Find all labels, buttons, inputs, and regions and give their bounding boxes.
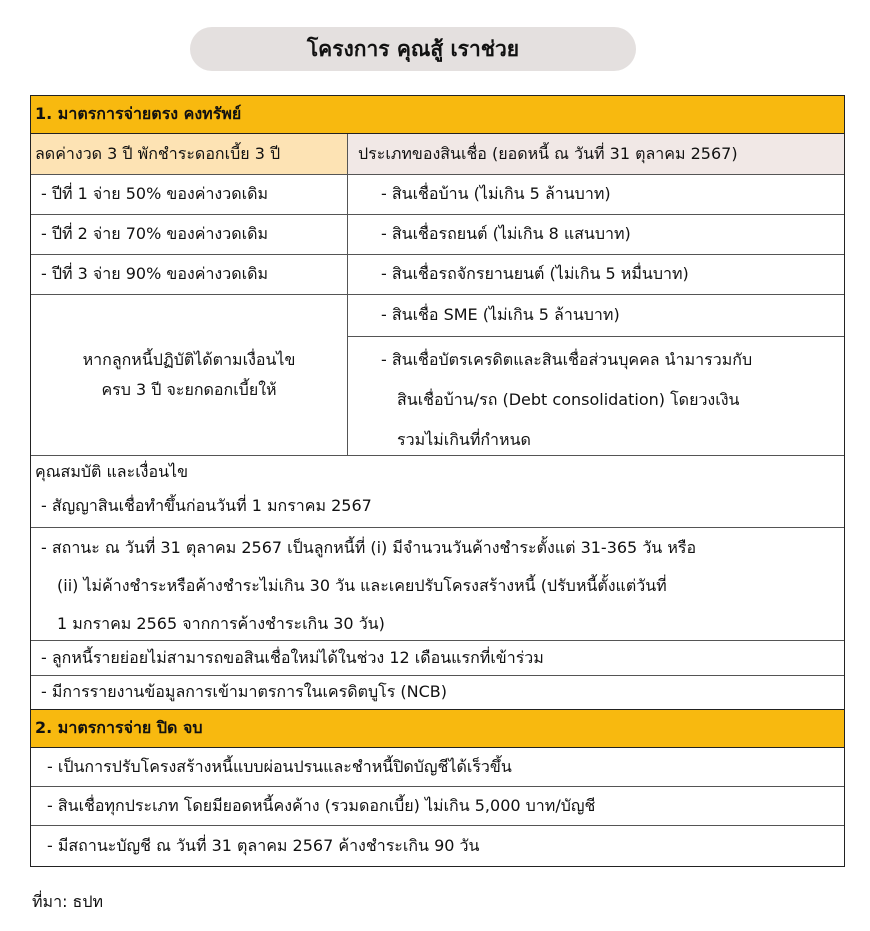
left-item-year3: - ปีที่ 3 จ่าย 90% ของค่างวดเดิม <box>41 264 269 283</box>
qualifications-header: คุณสมบัติ และเงื่อนไข <box>35 461 189 481</box>
condition-line: ครบ 3 ปี จะยกดอกเบี้ยให้ <box>101 380 277 399</box>
text-line: (ii) ไม่ค้างชำระหรือค้างชำระไม่เกิน 30 วัน และเคยปรับโครงสร้างหนี้ (ปรับหนี้ตั้งแต่วันที่ <box>57 576 667 595</box>
divider <box>348 336 844 337</box>
loan-type-sme: - สินเชื่อ SME (ไม่เกิน 5 ล้านบาท) <box>381 305 620 324</box>
section2-item: - สินเชื่อทุกประเภท โดยมียอดหนี้คงค้าง (รวมดอกเบี้ย) ไม่เกิน 5,000 บาท/บัญชี <box>47 795 596 815</box>
loan-type-debt-consolidation <box>381 340 752 460</box>
section2-item: - เป็นการปรับโครงสร้างหนี้แบบผ่อนปรนและชำหนี้ปิดบัญชีได้เร็วขึ้น <box>47 756 512 776</box>
left-header: ลดค่างวด 3 ปี พักชำระดอกเบี้ย 3 ปี <box>31 134 347 174</box>
divider <box>31 527 844 528</box>
qualification-item: - สัญญาสินเชื่อทำขึ้นก่อนวันที่ 1 มกราคม 2567 <box>41 496 372 515</box>
text-line: รวมไม่เกินที่กำหนด <box>397 430 531 449</box>
qualification-item: - ลูกหนี้รายย่อยไม่สามารถขอสินเชื่อใหม่ได้ในช่วง 12 เดือนแรกที่เข้าร่วม <box>41 647 544 667</box>
section2-header: 2. มาตรการจ่าย ปิด จบ <box>31 710 844 747</box>
section1-header: 1. มาตรการจ่ายตรง คงทรัพย์ <box>31 96 844 133</box>
page-title: โครงการ คุณสู้ เราช่วย <box>190 27 636 71</box>
right-header: ประเภทของสินเชื่อ (ยอดหนี้ ณ วันที่ 31 ตุลาคม 2567) <box>348 134 844 174</box>
text-line: สินเชื่อบ้าน/รถ (Debt consolidation) โดยวงเงิน <box>397 390 740 409</box>
left-item-year2: - ปีที่ 2 จ่าย 70% ของค่างวดเดิม <box>41 224 269 243</box>
source-note: ที่มา: ธปท <box>32 892 104 911</box>
text-line: - สินเชื่อบัตรเครดิตและสินเชื่อส่วนบุคคล นำมารวมกับ <box>381 350 753 369</box>
loan-type-motorcycle: - สินเชื่อรถจักรยานยนต์ (ไม่เกิน 5 หมื่นบาท) <box>381 264 689 283</box>
section2-item: - มีสถานะบัญชี ณ วันที่ 31 ตุลาคม 2567 ค้างชำระเกิน 90 วัน <box>47 835 480 855</box>
qualification-item: - มีการรายงานข้อมูลการเข้ามาตรการในเครดิตบูโร (NCB) <box>41 682 448 701</box>
left-item-year1: - ปีที่ 1 จ่าย 50% ของค่างวดเดิม <box>41 184 269 203</box>
condition-line: หากลูกหนี้ปฏิบัติได้ตามเงื่อนไข <box>82 350 296 369</box>
qualification-item <box>41 529 696 643</box>
left-condition <box>31 295 347 455</box>
text-line: 1 มกราคม 2565 จากการค้างชำระเกิน 30 วัน) <box>57 614 385 633</box>
measures-table <box>30 95 845 867</box>
loan-type-car: - สินเชื่อรถยนต์ (ไม่เกิน 8 แสนบาท) <box>381 224 631 243</box>
text-line: - สถานะ ณ วันที่ 31 ตุลาคม 2567 เป็นลูกหนี้ที่ (i) มีจำนวนวันค้างชำระตั้งแต่ 31-365 วัน หรือ <box>41 538 697 557</box>
loan-type-home: - สินเชื่อบ้าน (ไม่เกิน 5 ล้านบาท) <box>381 184 611 203</box>
